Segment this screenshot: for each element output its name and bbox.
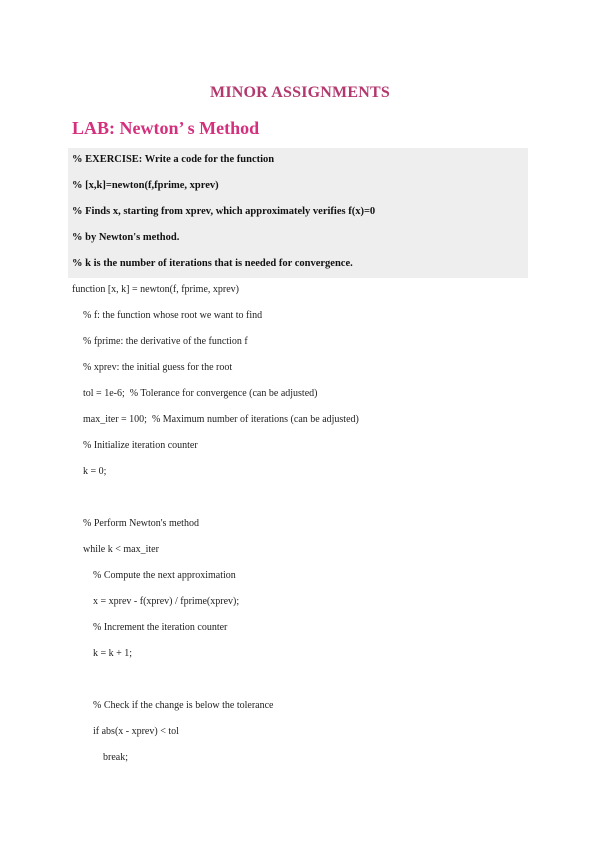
code-line: tol = 1e-6; % Tolerance for convergence (can be adjusted) — [83, 388, 318, 399]
code-line: k = 0; — [83, 466, 107, 477]
code-line: function [x, k] = newton(f, fprime, xprev) — [72, 284, 239, 295]
comment-line: % k is the number of iterations that is needed for convergence. — [72, 258, 353, 269]
comment-line: % [x,k]=newton(f,fprime, xprev) — [72, 180, 219, 191]
code-line: % fprime: the derivative of the function f — [83, 336, 248, 347]
comment-line: % Finds x, starting from xprev, which approximately verifies f(x)=0 — [72, 206, 376, 217]
comment-line: % by Newton's method. — [72, 232, 180, 243]
code-line: % Initialize iteration counter — [83, 440, 198, 451]
code-line: k = k + 1; — [93, 648, 133, 659]
section-heading: LAB: Newton’ s Method — [72, 118, 260, 138]
code-line: % xprev: the initial guess for the root — [83, 362, 233, 373]
comment-line: % EXERCISE: Write a code for the function — [72, 154, 275, 165]
code-line: % Compute the next approximation — [93, 570, 236, 581]
code-line: % Check if the change is below the tolerance — [93, 700, 274, 711]
document-title: MINOR ASSIGNMENTS — [210, 84, 390, 101]
code-line: break; — [103, 752, 128, 763]
code-line: % Increment the iteration counter — [93, 622, 228, 633]
code-line: % f: the function whose root we want to find — [83, 310, 263, 321]
code-line: if abs(x - xprev) < tol — [93, 726, 179, 737]
code-line: max_iter = 100; % Maximum number of iterations (can be adjusted) — [83, 414, 359, 425]
code-line: while k < max_iter — [83, 544, 159, 555]
code-line: x = xprev - f(xprev) / fprime(xprev); — [93, 596, 240, 607]
code-line: % Perform Newton's method — [83, 518, 199, 529]
